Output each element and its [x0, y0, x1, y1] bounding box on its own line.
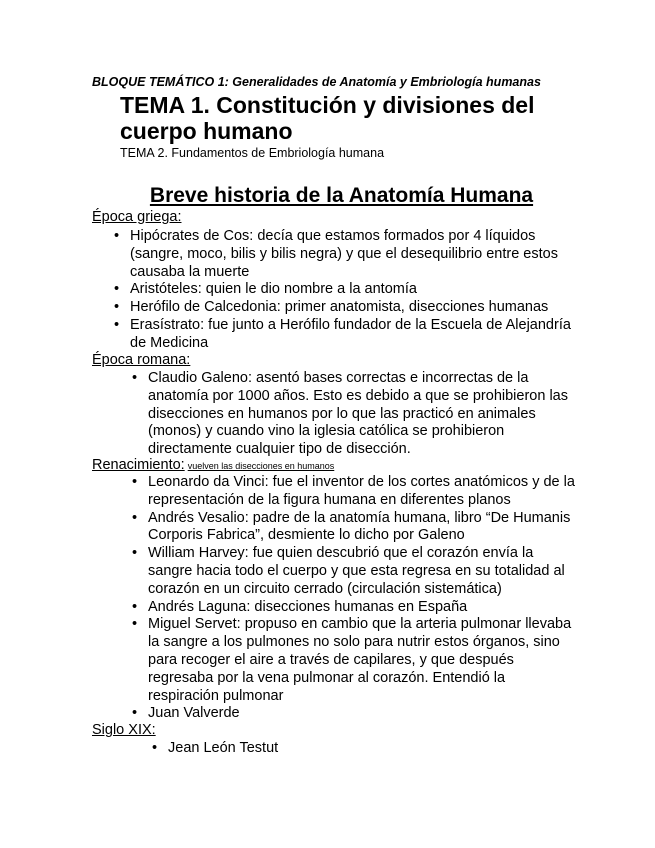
list-item: • Andrés Laguna: disecciones humanas en España: [128, 599, 578, 617]
bullet-list-19th-century: [148, 740, 448, 758]
list-item: • Juan Valverde: [128, 705, 578, 723]
list-item: • Leonardo da Vinci: fue el inventor de los cortes anatómicos y de la representación de la figura humana en diferentes planos: [128, 474, 578, 510]
list-item: • Jean León Testut: [148, 740, 448, 758]
topic-2-subtitle: TEMA 2. Fundamentos de Embriología humana: [120, 146, 385, 160]
block-heading: BLOQUE TEMÁTICO 1: Generalidades de Anatomía y Embriología humanas: [92, 75, 541, 89]
section-heading-renaissance: [92, 457, 334, 473]
section-heading-19th-century: [92, 722, 156, 738]
bullet-list-roman: [128, 370, 568, 459]
list-item: • Herófilo de Calcedonia: primer anatomista, disecciones humanas: [110, 299, 580, 317]
bullet-list-renaissance: [128, 474, 578, 723]
list-item: • Miguel Servet: propuso en cambio que la arteria pulmonar llevaba la sangre a los pulmones no solo para nutrir estos órganos, sino para recoger el aire a través de capilares, y que después regresaba por la vena pulmonar al corazón. Entendió la respiración pulmonar: [128, 616, 578, 705]
bullet-list-greek: [110, 228, 580, 353]
section-heading-label: Época romana:: [92, 352, 191, 368]
topic-1-title: TEMA 1. Constitución y divisiones del cuerpo humano: [120, 92, 535, 144]
section-heading-label: Renacimiento:: [92, 457, 185, 473]
list-item: • Andrés Vesalio: padre de la anatomía humana, libro “De Humanis Corporis Fabrica”, desmiente lo dicho por Galeno: [128, 510, 578, 546]
section-heading-roman: [92, 352, 190, 368]
list-item: • Hipócrates de Cos: decía que estamos formados por 4 líquidos (sangre, moco, bilis y bilis negra) y que el desequilibrio entre estos causaba la muerte: [110, 228, 580, 281]
section-heading-label: Época griega:: [92, 209, 182, 225]
section-note: vuelven las disecciones en humanos: [187, 461, 335, 471]
section-heading-greek: [92, 209, 181, 225]
main-title: Breve historia de la Anatomía Humana: [149, 184, 534, 207]
list-item: • Claudio Galeno: asentó bases correctas e incorrectas de la anatomía por 1000 años. Esto es debido a que se prohibieron las disecciones en humanos por lo que las practicó en animales (monos) y cuando vino la iglesia católica se prohibieron directamente cualquier tipo de disección.: [128, 370, 568, 459]
list-item: • Erasístrato: fue junto a Herófilo fundador de la Escuela de Alejandría de Medicina: [110, 317, 580, 353]
section-heading-label: Siglo XIX:: [92, 722, 156, 738]
list-item: • William Harvey: fue quien descubrió que el corazón envía la sangre hacia todo el cuerpo y que esta regresa en su totalidad al corazón en un circuito cerrado (circulación sistemática): [128, 545, 578, 598]
list-item: • Aristóteles: quien le dio nombre a la antomía: [110, 281, 580, 299]
